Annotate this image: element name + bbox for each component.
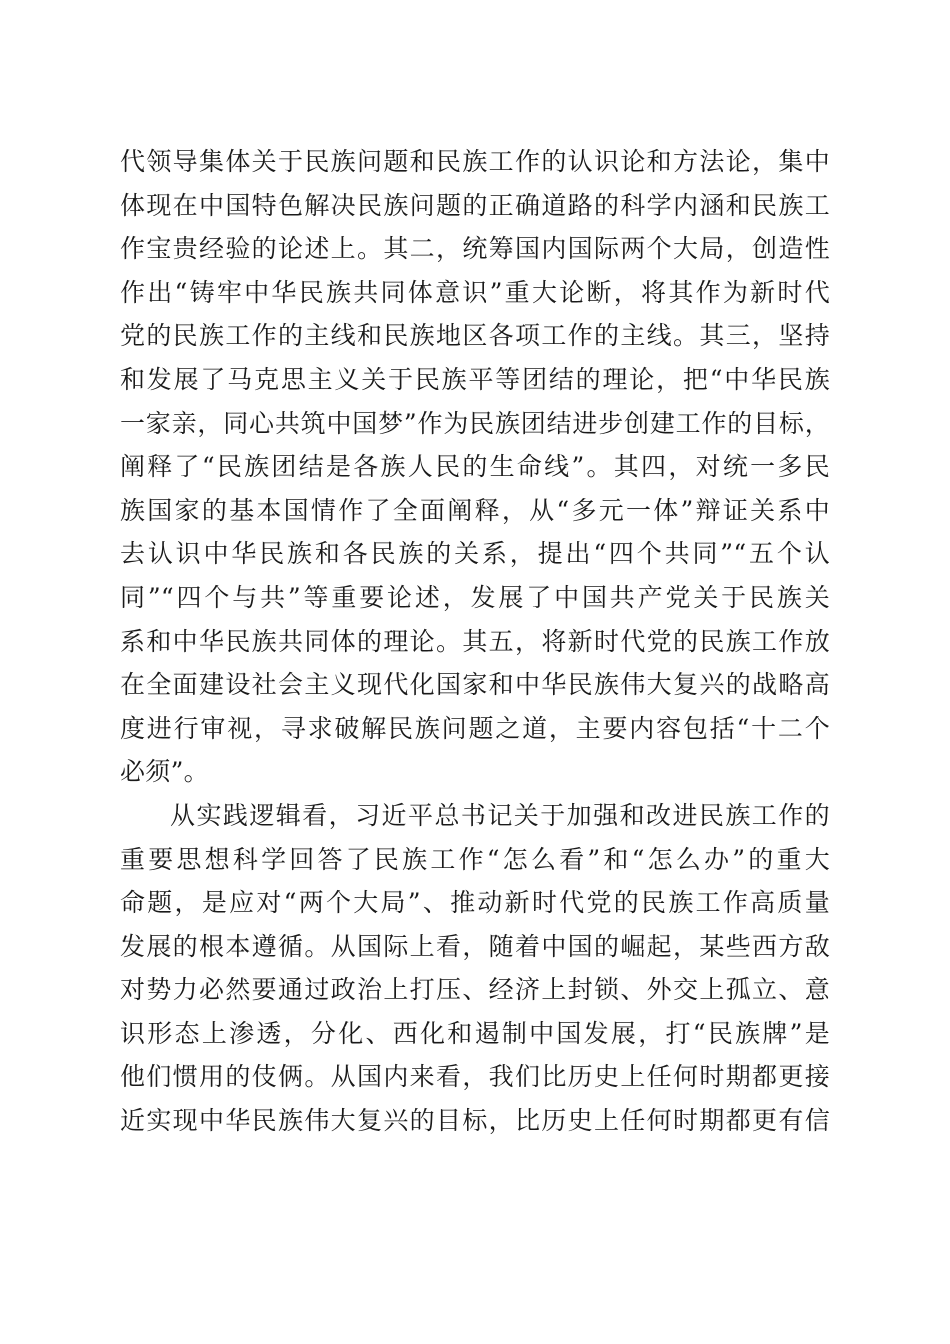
text-line: 近实现中华民族伟大复兴的目标，比历史上任何时期都更有信: [120, 1106, 830, 1136]
text-line: 发展的根本遵循。从国际上看，随着中国的崛起，某些西方敌: [120, 931, 830, 961]
text-line: 度进行审视，寻求破解民族问题之道，主要内容包括“十二个: [120, 713, 830, 743]
text-line: 必须”。: [120, 757, 209, 787]
text-line: 识形态上渗透，分化、西化和遏制中国发展，打“民族牌”是: [120, 1018, 830, 1048]
body-text: [120, 140, 830, 1143]
text-line: 和发展了马克思主义关于民族平等团结的理论，把“中华民族: [120, 364, 830, 394]
text-line: 重要思想科学回答了民族工作“怎么看”和“怎么办”的重大: [120, 844, 830, 874]
text-line: 作宝贵经验的论述上。其二，统筹国内国际两个大局，创造性: [120, 234, 830, 264]
text-line: 从实践逻辑看，习近平总书记关于加强和改进民族工作的: [170, 800, 830, 830]
text-line: 去认识中华民族和各民族的关系，提出“四个共同”“五个认: [120, 539, 830, 569]
text-line: 一家亲，同心共筑中国梦”作为民族团结进步创建工作的目标，: [120, 408, 830, 438]
text-line: 在全面建设社会主义现代化国家和中华民族伟大复兴的战略高: [120, 670, 830, 700]
text-line: 党的民族工作的主线和民族地区各项工作的主线。其三，坚持: [120, 321, 830, 351]
text-line: 他们惯用的伎俩。从国内来看，我们比历史上任何时期都更接: [120, 1062, 830, 1092]
text-line: 命题，是应对“两个大局”、推动新时代党的民族工作高质量: [120, 888, 830, 918]
text-line: 系和中华民族共同体的理论。其五，将新时代党的民族工作放: [120, 626, 830, 656]
text-line: 阐释了“民族团结是各族人民的生命线”。其四，对统一多民: [120, 452, 830, 482]
paragraph-2: [120, 794, 830, 1143]
text-line: 作出“铸牢中华民族共同体意识”重大论断，将其作为新时代: [120, 277, 830, 307]
text-line: 同”“四个与共”等重要论述，发展了中国共产党关于民族关: [120, 582, 830, 612]
text-line: 族国家的基本国情作了全面阐释，从“多元一体”辩证关系中: [120, 495, 830, 525]
text-line: 对势力必然要通过政治上打压、经济上封锁、外交上孤立、意: [120, 975, 830, 1005]
paragraph-1: [120, 140, 830, 794]
text-line: 体现在中国特色解决民族问题的正确道路的科学内涵和民族工: [120, 190, 830, 220]
text-line: 代领导集体关于民族问题和民族工作的认识论和方法论，集中: [120, 147, 830, 176]
